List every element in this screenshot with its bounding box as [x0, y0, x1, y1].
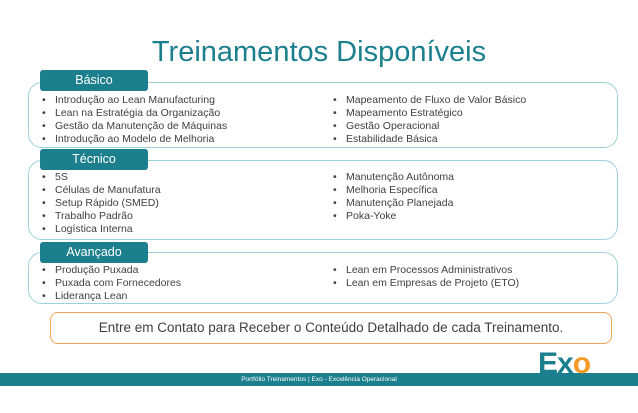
basic-list-right [333, 94, 526, 146]
list-item: • Melhoria Específica [333, 184, 454, 197]
advanced-list-left [42, 264, 181, 303]
logo-word-accent: o [572, 347, 591, 380]
logo-wordmark [538, 345, 590, 383]
list-item: • Poka-Yoke [333, 210, 454, 223]
technical-list-right [333, 171, 454, 223]
page-title: Treinamentos Disponíveis [151, 36, 487, 68]
exo-logo [538, 345, 638, 383]
list-item: • 5S [42, 171, 161, 184]
list-item: • Gestão da Manutenção de Máquinas [42, 120, 227, 133]
list-item: • Puxada com Fornecedores [42, 277, 181, 290]
list-item: • Gestão Operacional [333, 120, 526, 133]
list-item: • Manutenção Planejada [333, 197, 454, 210]
logo-sub-line2: OPERACIONAL [590, 364, 627, 370]
list-item: • Setup Rápido (SMED) [42, 197, 161, 210]
basic-list-left [42, 94, 227, 146]
logo-word-main: Ex [538, 347, 573, 380]
logo-sub-line1: EXCELÊNCIA [590, 358, 622, 364]
list-item: • Introdução ao Lean Manufacturing [42, 94, 227, 107]
logo-subtitle [590, 358, 626, 370]
section-technical-tag: Técnico [40, 149, 148, 170]
footer-text: Portfólio Treinamentos | Exo - Excelência Operacional [241, 376, 397, 383]
list-item: • Mapeamento de Fluxo de Valor Básico [333, 94, 526, 107]
advanced-list-right [333, 264, 519, 290]
list-item: • Lean em Empresas de Projeto (ETO) [333, 277, 519, 290]
list-item: • Lean na Estratégia da Organização [42, 107, 227, 120]
section-advanced-tag: Avançado [40, 242, 148, 263]
list-item: • Células de Manufatura [42, 184, 161, 197]
list-item: • Introdução ao Modelo de Melhoria [42, 133, 227, 146]
list-item: • Produção Puxada [42, 264, 181, 277]
list-item: • Lean em Processos Administrativos [333, 264, 519, 277]
technical-list-left [42, 171, 161, 236]
list-item: • Liderança Lean [42, 290, 181, 303]
list-item: • Logística Interna [42, 223, 161, 236]
list-item: • Trabalho Padrão [42, 210, 161, 223]
contact-callout: Entre em Contato para Receber o Conteúdo Detalhado de cada Treinamento. [50, 312, 612, 344]
list-item: • Mapeamento Estratégico [333, 107, 526, 120]
list-item: • Manutenção Autônoma [333, 171, 454, 184]
section-basic-tag: Básico [40, 70, 148, 91]
list-item: • Estabilidade Básica [333, 133, 526, 146]
